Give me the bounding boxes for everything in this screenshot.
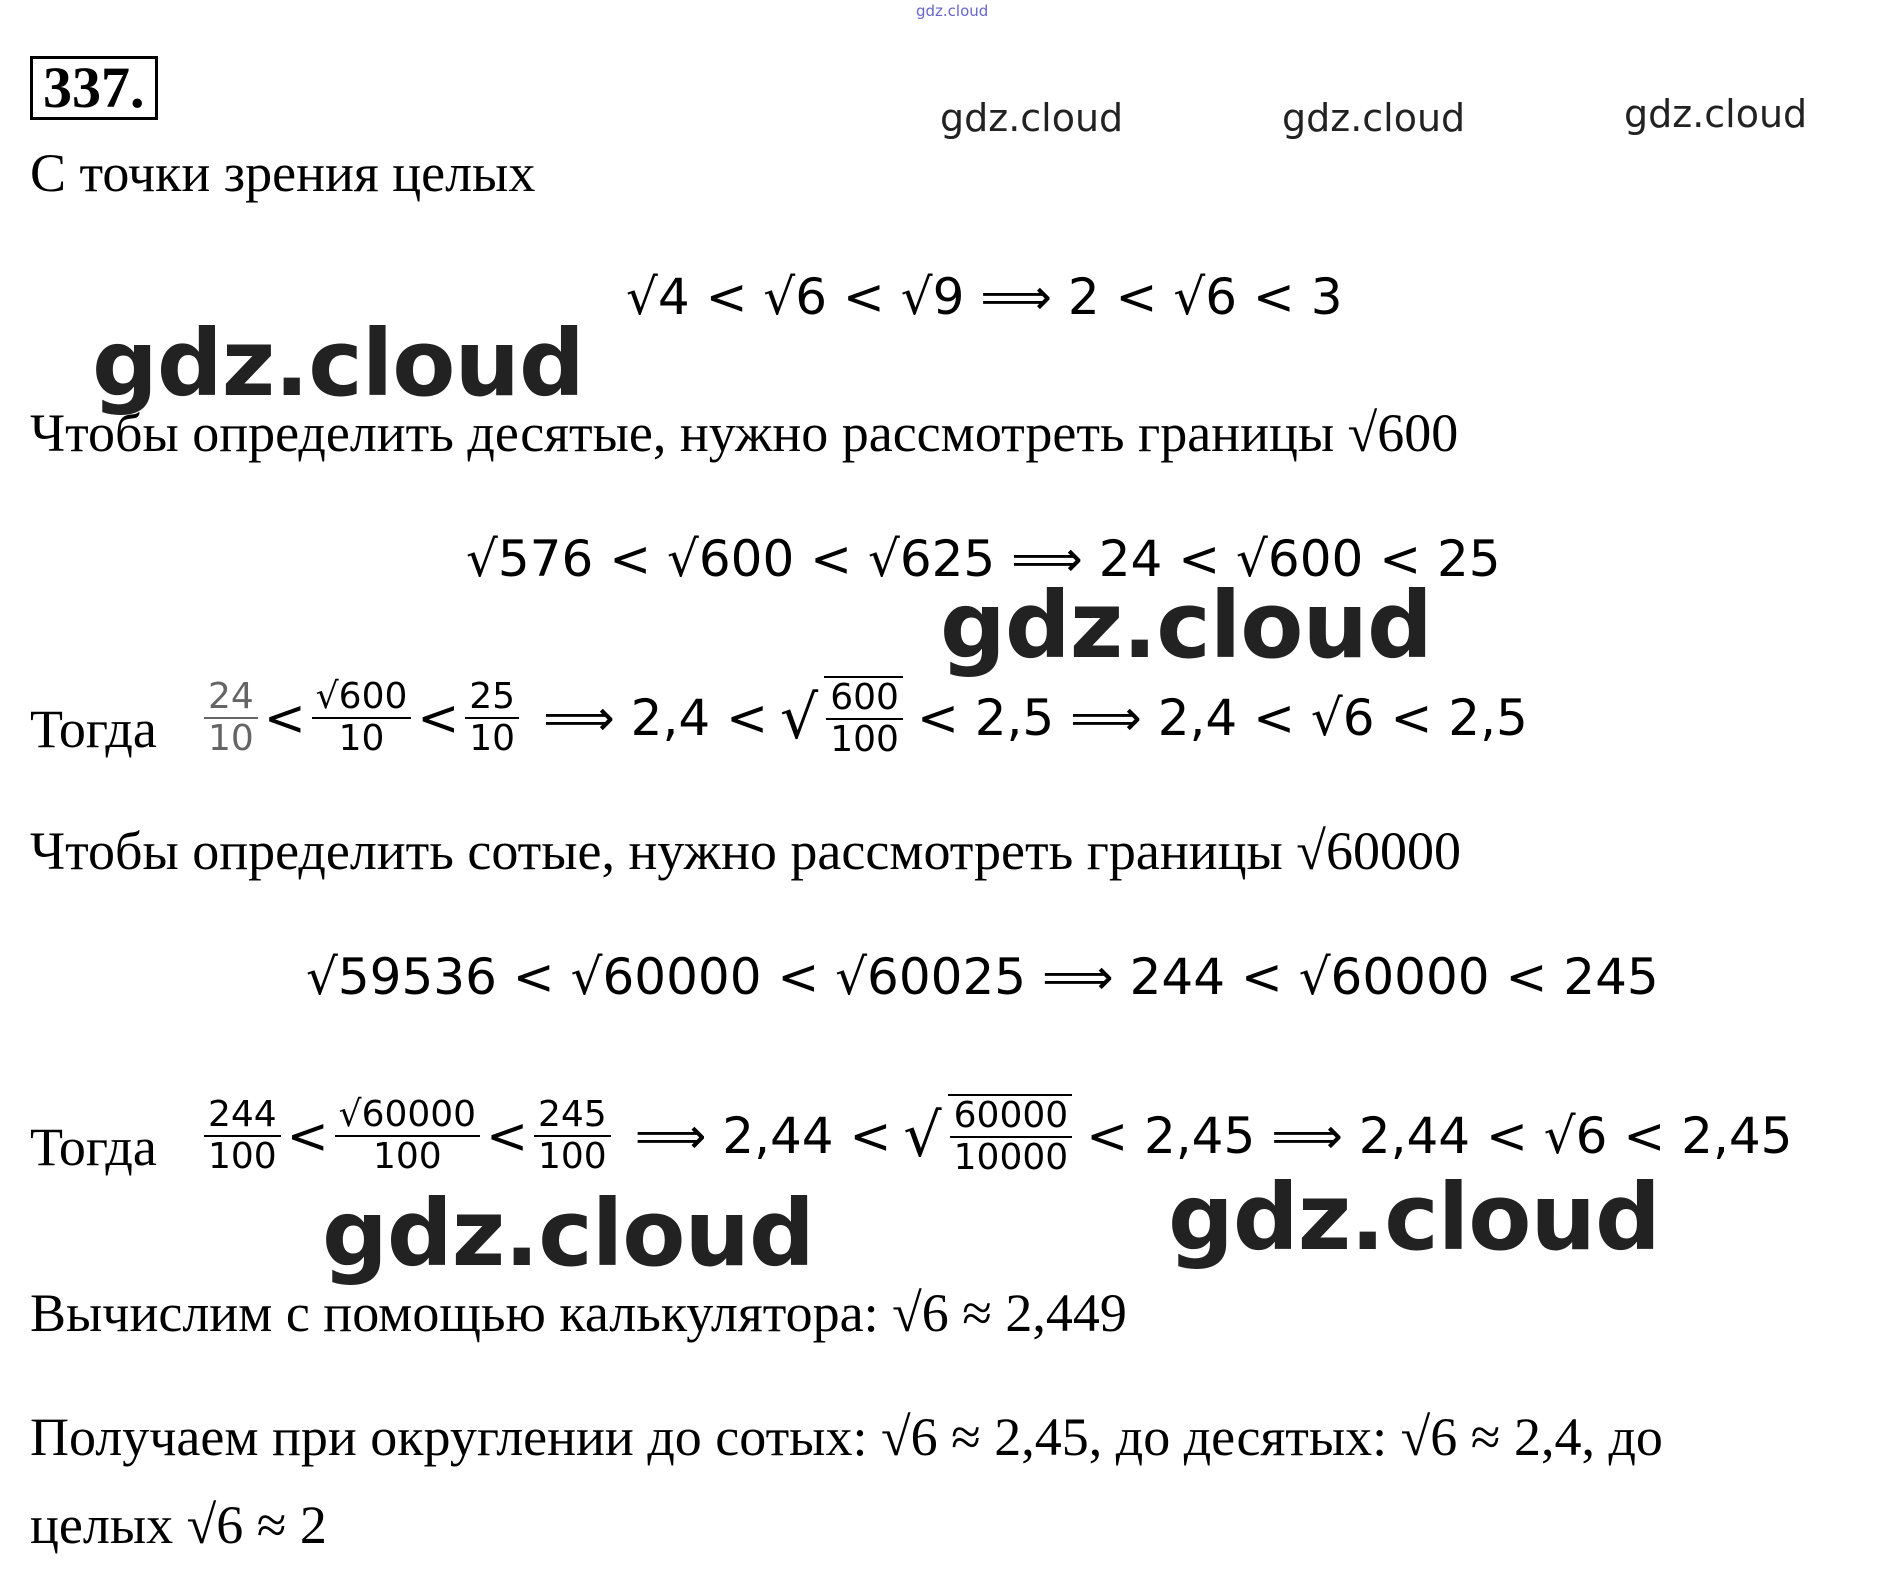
sqrt-sign: √ — [903, 1100, 942, 1171]
numerator: 244 — [204, 1095, 281, 1137]
implies-text: ⟹ 2,44 < — [634, 1106, 892, 1165]
numerator: √60000 — [335, 1095, 480, 1137]
watermark-big-1: gdz.cloud — [92, 310, 584, 417]
numerator: 245 — [534, 1095, 611, 1137]
then-equation-1 — [198, 676, 1528, 759]
result-line-2: целых √6 ≈ 2 — [30, 1495, 327, 1555]
result-line-1: Получаем при округлении до сотых: √6 ≈ 2,45, до десятых: √6 ≈ 2,4, до — [30, 1407, 1663, 1467]
sqrt-sign: √ — [779, 682, 819, 753]
numerator: 600 — [826, 678, 903, 720]
watermark-big-3: gdz.cloud — [322, 1180, 814, 1287]
denominator: 10 — [338, 717, 385, 759]
denominator: 100 — [830, 718, 899, 760]
hundredths-text: Чтобы определить сотые, нужно рассмотреть границы √60000 — [30, 821, 1461, 881]
numerator: √600 — [312, 677, 412, 719]
fraction-24-10 — [204, 677, 258, 758]
fraction-sqrt600-10 — [312, 677, 412, 758]
equation-integers: √4 < √6 < √9 ⟹ 2 < √6 < 3 — [626, 268, 1343, 326]
calculator-text: Вычислим с помощью калькулятора: √6 ≈ 2,449 — [30, 1283, 1127, 1343]
less-than: < — [263, 688, 306, 747]
implies-result: < 2,5 ⟹ 2,4 < √6 < 2,5 — [916, 688, 1528, 747]
watermark-header-1: gdz.cloud — [940, 96, 1124, 140]
then-label-2: Тогда — [30, 1117, 157, 1177]
less-than: < — [417, 688, 460, 747]
fraction-245-100 — [534, 1095, 611, 1176]
denominator: 10 — [208, 717, 254, 759]
sqrt-fraction-60000-10000 — [948, 1094, 1073, 1177]
denominator: 100 — [208, 1135, 277, 1177]
problem-number: 337. — [30, 56, 158, 120]
sqrt-fraction-600-100 — [824, 676, 903, 759]
equation-tenths: √576 < √600 < √625 ⟹ 24 < √600 < 25 — [466, 530, 1501, 588]
numerator: 60000 — [950, 1096, 1073, 1138]
watermark-top: gdz.cloud — [916, 2, 989, 20]
less-than: < — [286, 1106, 329, 1165]
equation-hundredths: √59536 < √60000 < √60025 ⟹ 244 < √60000 < 245 — [306, 948, 1659, 1006]
numerator: 24 — [204, 677, 258, 719]
numerator: 25 — [465, 677, 519, 719]
implies-text: ⟹ 2,4 < — [543, 688, 768, 747]
watermark-big-2: gdz.cloud — [940, 572, 1432, 679]
watermark-header-2: gdz.cloud — [1282, 96, 1466, 140]
denominator: 100 — [538, 1135, 607, 1177]
implies-result: < 2,45 ⟹ 2,44 < √6 < 2,45 — [1086, 1106, 1793, 1165]
denominator: 100 — [373, 1135, 442, 1177]
fraction-25-10 — [465, 677, 519, 758]
denominator: 10000 — [953, 1136, 1069, 1178]
watermark-big-4: gdz.cloud — [1168, 1164, 1660, 1271]
tenths-text: Чтобы определить десятые, нужно рассмотреть границы √600 — [30, 403, 1459, 463]
then-label-1: Тогда — [30, 699, 157, 759]
fraction-244-100 — [204, 1095, 281, 1176]
denominator: 10 — [469, 717, 516, 759]
intro-text: С точки зрения целых — [30, 143, 536, 203]
less-than: < — [486, 1106, 528, 1165]
fraction-sqrt60000-100 — [335, 1095, 480, 1176]
watermark-header-3: gdz.cloud — [1624, 92, 1808, 136]
